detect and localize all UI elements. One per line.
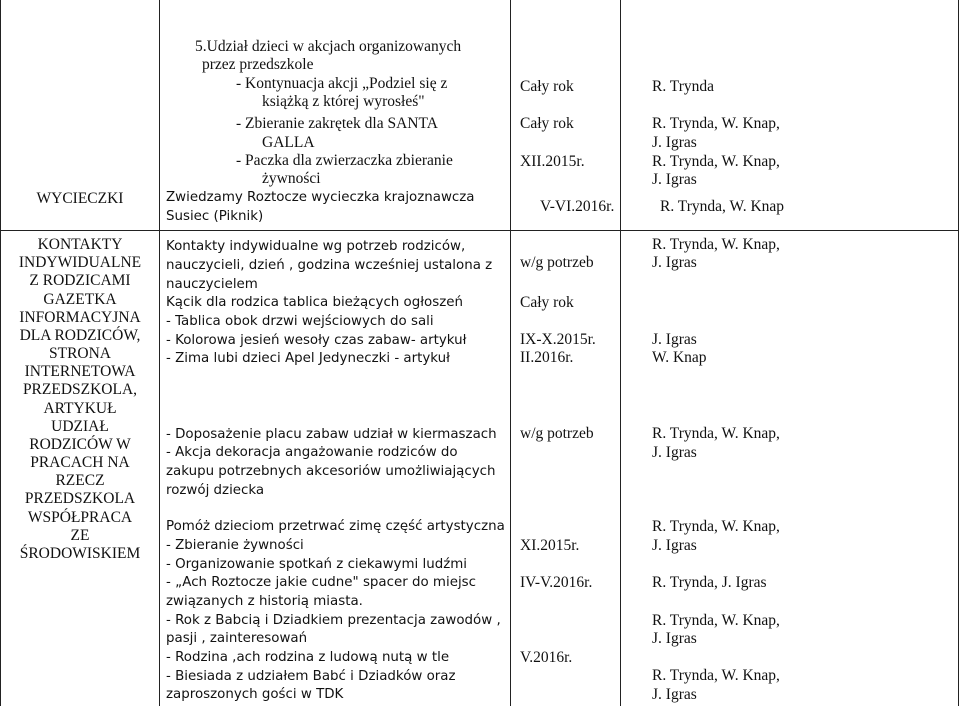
activity-line: - Akcja dekoracja angażowanie rodziców do <box>166 445 458 460</box>
responsible-cell: R. Trynda, W. Knap, <box>652 115 780 132</box>
category-label: ZE <box>70 527 90 544</box>
activity-line: Kontakty indywidualne wg potrzeb rodziców, <box>166 239 466 254</box>
responsible-cell: R. Trynda <box>652 78 715 95</box>
responsible-cell: J. Igras <box>652 686 697 703</box>
category-label: PRACACH NA <box>30 454 130 471</box>
activity-line: przez przedszkole <box>202 56 314 73</box>
responsible-cell: R. Trynda, W. Knap, <box>652 153 780 170</box>
category-label: ARTYKUŁ <box>43 400 117 417</box>
category-label: INDYWIDUALNE <box>18 254 142 271</box>
category-label: KONTAKTY <box>37 236 123 253</box>
term-cell: Cały rok <box>520 115 574 132</box>
activity-line: - Kontynuacja akcji „Podziel się z <box>236 75 448 92</box>
activity-line: - Paczka dla zwierzaczka zbieranie <box>236 152 453 169</box>
activity-line: - Tablica obok drzwi wejściowych do sali <box>166 314 434 329</box>
category-label: STRONA <box>48 345 111 362</box>
category-label: Z RODZICAMI <box>29 272 131 289</box>
category-label: RODZICÓW W <box>29 436 131 453</box>
term-cell: w/g potrzeb <box>520 254 594 271</box>
responsible-cell: J. Igras <box>652 171 697 188</box>
table-border-right <box>958 0 959 706</box>
activity-line: Susiec (Piknik) <box>166 209 264 224</box>
row-divider <box>0 230 959 231</box>
activity-line: - Rok z Babcią i Dziadkiem prezentacja zawodów , <box>166 613 501 628</box>
category-label: DLA RODZICÓW, <box>19 327 141 344</box>
activity-line: - Zbieranie zakrętek dla SANTA <box>236 115 438 132</box>
responsible-cell: R. Trynda, W. Knap, <box>652 667 780 684</box>
term-cell: XII.2015r. <box>520 153 585 170</box>
term-cell: IV-V.2016r. <box>520 574 593 591</box>
term-cell: II.2016r. <box>520 349 574 366</box>
term-cell: IX-X.2015r. <box>520 331 596 348</box>
category-wycieczki: WYCIECZKI <box>36 190 124 207</box>
category-label: PRZEDSZKOLA, <box>22 381 138 398</box>
responsible-cell: J. Igras <box>652 254 697 271</box>
category-label: GAZETKA <box>43 291 117 308</box>
activity-line: żywności <box>262 170 321 187</box>
responsible-cell: R. Trynda, J. Igras <box>652 574 767 591</box>
activity-line: - Zima lubi dzieci Apel Jedyneczki - artykuł <box>166 351 450 366</box>
category-label: INFORMACYJNA <box>19 309 141 326</box>
responsible-cell: R. Trynda, W. Knap, <box>652 612 780 629</box>
category-label: WSPÓŁPRACA <box>27 509 133 526</box>
activity-line: pasji , zainteresowań <box>166 631 308 646</box>
activity-line: nauczycielem <box>166 277 258 292</box>
activity-line: - Kolorowa jesień wesoły czas zabaw- artykuł <box>166 333 467 348</box>
responsible-cell: W. Knap <box>652 349 707 366</box>
activity-line: - Rodzina ,ach rodzina z ludową nutą w tle <box>166 650 450 665</box>
activity-line: rozwój dziecka <box>166 483 265 498</box>
category-label: PRZEDSZKOLA <box>24 490 136 507</box>
category-label: ŚRODOWISKIEM <box>19 545 141 562</box>
responsible-cell: J. Igras <box>652 134 697 151</box>
activity-line: zaproszonych gości w TDK <box>166 687 344 702</box>
responsible-cell: R. Trynda, W. Knap, <box>652 236 780 253</box>
column-divider-1 <box>159 0 160 706</box>
activity-line: Zwiedzamy Roztocze wycieczka krajoznawcza <box>166 190 475 205</box>
responsible-cell: J. Igras <box>652 630 697 647</box>
column-divider-3 <box>620 0 621 706</box>
responsible-cell: R. Trynda, W. Knap <box>660 198 785 215</box>
term-cell: Cały rok <box>520 294 574 311</box>
activity-line: - Organizowanie spotkań z ciekawymi ludźmi <box>166 557 468 572</box>
activity-line: - Biesiada z udziałem Babć i Dziadków oraz <box>166 669 456 684</box>
term-cell: Cały rok <box>520 78 574 95</box>
activity-line: zakupu potrzebnych akcesoriów umożliwiających <box>166 464 496 479</box>
term-cell: XI.2015r. <box>520 537 580 554</box>
responsible-cell: R. Trynda, W. Knap, <box>652 425 780 442</box>
responsible-cell: J. Igras <box>652 331 697 348</box>
activity-line: związanych z historią miasta. <box>166 594 363 609</box>
term-cell: V.2016r. <box>520 649 573 666</box>
category-label: INTERNETOWA <box>24 363 136 380</box>
term-cell: V-VI.2016r. <box>540 198 615 215</box>
category-label: UDZIAŁ <box>51 418 109 435</box>
responsible-cell: R. Trynda, W. Knap, <box>652 518 780 535</box>
term-cell: w/g potrzeb <box>520 425 594 442</box>
activity-line: - Doposażenie placu zabaw udział w kiermaszach <box>166 427 497 442</box>
activity-line: 5.Udział dzieci w akcjach organizowanych <box>195 38 462 55</box>
activity-line: Kącik dla rodzica tablica bieżących ogłoszeń <box>166 295 463 310</box>
activity-line: Pomóż dzieciom przetrwać zimę część artystyczna <box>166 519 505 534</box>
responsible-cell: J. Igras <box>652 537 697 554</box>
column-divider-2 <box>510 0 511 706</box>
activity-line: książką z której wyrosłeś" <box>262 93 425 110</box>
responsible-cell: J. Igras <box>652 444 697 461</box>
activity-line: nauczycieli, dzień , godzina wcześniej ustalona z <box>166 258 493 273</box>
activity-line: GALLA <box>262 134 315 151</box>
category-label: RZECZ <box>55 472 105 489</box>
activity-line: - „Ach Roztocze jakie cudne" spacer do miejsc <box>166 575 476 590</box>
activity-line: - Zbieranie żywności <box>166 538 304 553</box>
